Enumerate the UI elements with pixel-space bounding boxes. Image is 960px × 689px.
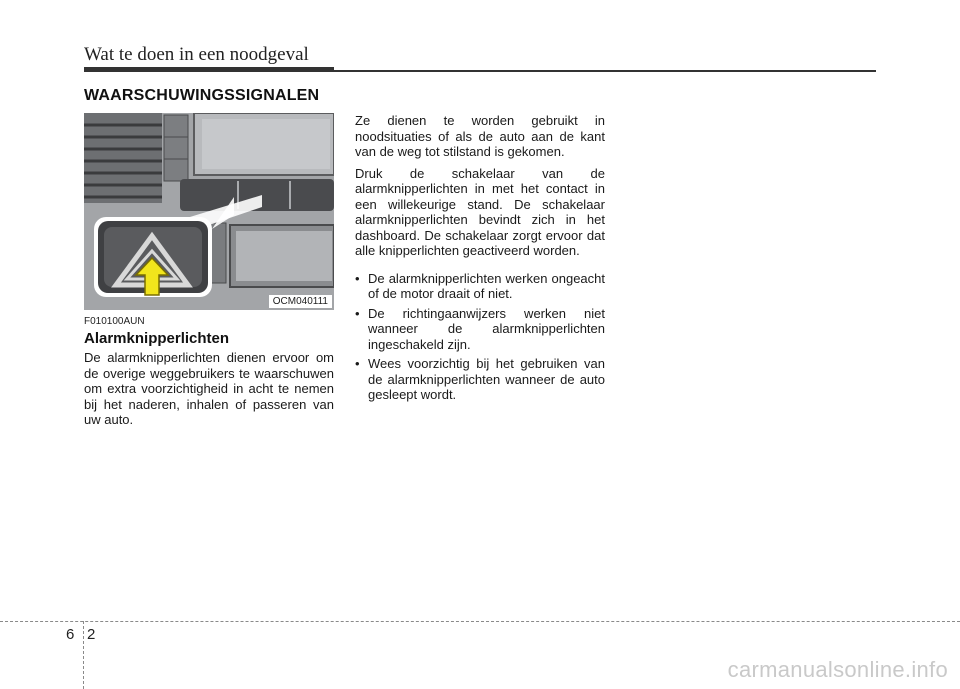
footer-divider xyxy=(83,621,84,689)
list-item-text: De alarmknipperlichten werken ongeacht of de motor draait of niet. xyxy=(368,270,605,301)
page-number: 2 xyxy=(87,626,96,643)
hazard-switch-figure xyxy=(84,113,334,310)
header-rule-thick xyxy=(84,67,334,72)
switch-paragraph: Druk de schakelaar van de alarmknipperlichten in met het contact in een willekeurige stand. De schakelaar alarmknipperlichten bevindt zich in het dashboard. De schakelaar zorgt ervoor dat alle knipperlichten geactiveerd worden. xyxy=(355,165,605,258)
right-column xyxy=(355,113,605,407)
bullet-icon: • xyxy=(355,305,360,321)
list-item-text: De richtingaanwijzers werken niet wanneer de alarmknipperlichten ingeschakeld zijn. xyxy=(368,305,605,352)
subheading-hazard-lights: Alarmknipperlichten xyxy=(84,330,230,347)
section-heading: WAARSCHUWINGSSIGNALEN xyxy=(84,87,320,104)
list-item xyxy=(355,356,605,403)
footer-rule xyxy=(0,621,960,622)
list-item-text: Wees voorzichtig bij het gebruiken van de alarmknipperlichten wanneer de auto gesleept wordt. xyxy=(368,356,605,402)
intro-paragraph: De alarmknipperlichten dienen ervoor om de overige weggebruikers te waarschuwen om extra voorzichtigheid in acht te nemen bij het naderen, inhalen of passeren van uw auto. xyxy=(84,350,334,427)
notes-list xyxy=(355,271,605,403)
dashboard-illustration xyxy=(84,113,334,310)
section-code: F010100AUN xyxy=(84,316,145,327)
bullet-icon: • xyxy=(355,356,360,371)
chapter-number: 6 xyxy=(66,626,75,643)
watermark: carmanualsonline.info xyxy=(727,657,948,682)
figure-code: OCM040111 xyxy=(269,295,332,308)
usage-paragraph: Ze dienen te worden gebruikt in noodsituaties of als de auto aan de kant van de weg tot stilstand is gekomen. xyxy=(355,113,605,159)
bullet-icon: • xyxy=(355,270,360,286)
page-header-title: Wat te doen in een noodgeval xyxy=(84,44,309,65)
list-item xyxy=(355,271,605,302)
header-rule-thin xyxy=(334,70,876,72)
list-item xyxy=(355,306,605,353)
